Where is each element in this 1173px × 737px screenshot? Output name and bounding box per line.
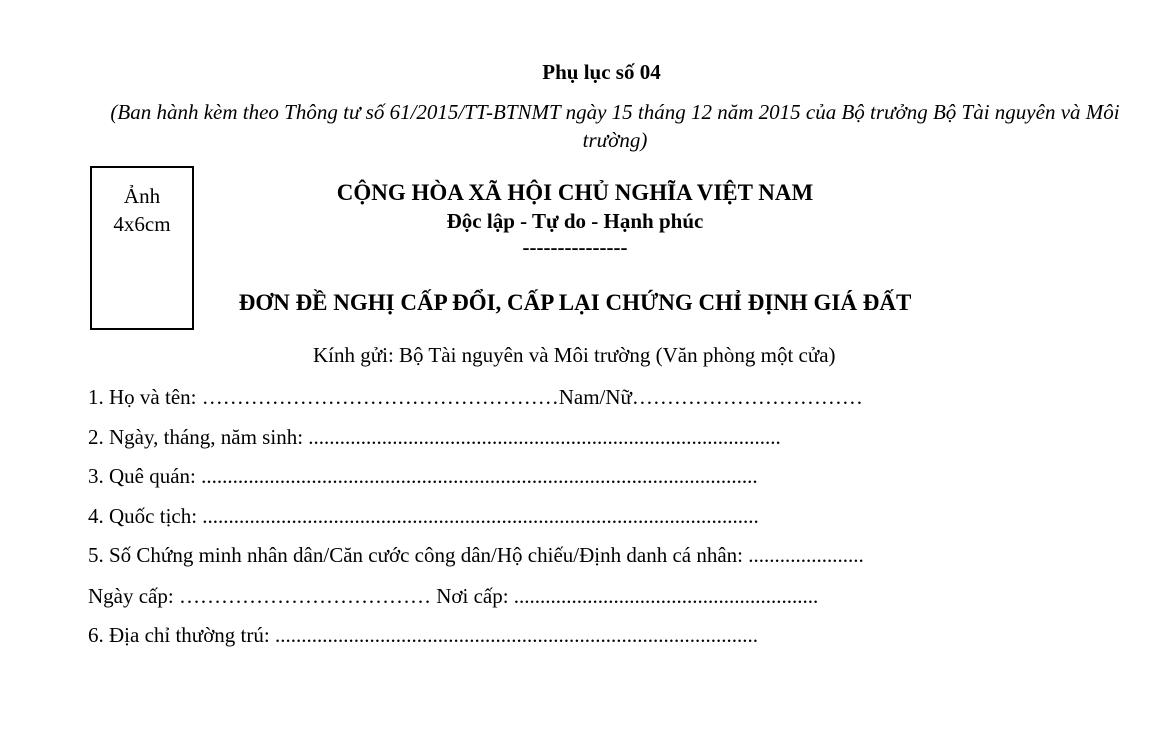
appendix-title: Phụ lục số 04 xyxy=(542,60,661,84)
field-date-of-birth: 2. Ngày, tháng, năm sinh: .......................................................................................... xyxy=(88,425,781,449)
field-issue-date-place: Ngày cấp: ……………………………… Nơi cấp: .......................................................... xyxy=(88,584,819,608)
recipient-line: Kính gửi: Bộ Tài nguyên và Môi trường (Văn phòng một cửa) xyxy=(313,343,836,367)
country-name: CỘNG HÒA XÃ HỘI CHỦ NGHĨA VIỆT NAM xyxy=(336,180,814,205)
header-separator: --------------- xyxy=(522,235,628,259)
field-full-name: 1. Họ và tên: ……………………………………………Nam/Nữ…………………………… xyxy=(88,385,863,409)
field-nationality: 4. Quốc tịch: .......................................................................................................... xyxy=(88,504,759,528)
photo-placeholder-box xyxy=(90,166,194,330)
photo-size-label: 4x6cm xyxy=(113,212,171,236)
form-title: ĐƠN ĐỀ NGHỊ CẤP ĐỔI, CẤP LẠI CHỨNG CHỈ ĐỊNH GIÁ ĐẤT xyxy=(238,290,912,315)
field-permanent-address: 6. Địa chỉ thường trú: ............................................................................................ xyxy=(88,623,758,647)
national-motto: Độc lập - Tự do - Hạnh phúc xyxy=(446,209,704,233)
field-id-number: 5. Số Chứng minh nhân dân/Căn cước công dân/Hộ chiếu/Định danh cá nhân: ...................... xyxy=(88,543,864,567)
photo-label: Ảnh xyxy=(123,184,161,208)
field-hometown: 3. Quê quán: .......................................................................................................... xyxy=(88,464,758,488)
appendix-subtitle: (Ban hành kèm theo Thông tư số 61/2015/TT-BTNMT ngày 15 tháng 12 năm 2015 của Bộ trưởng Bộ Tài nguyên và Môi trường) xyxy=(110,100,1120,152)
